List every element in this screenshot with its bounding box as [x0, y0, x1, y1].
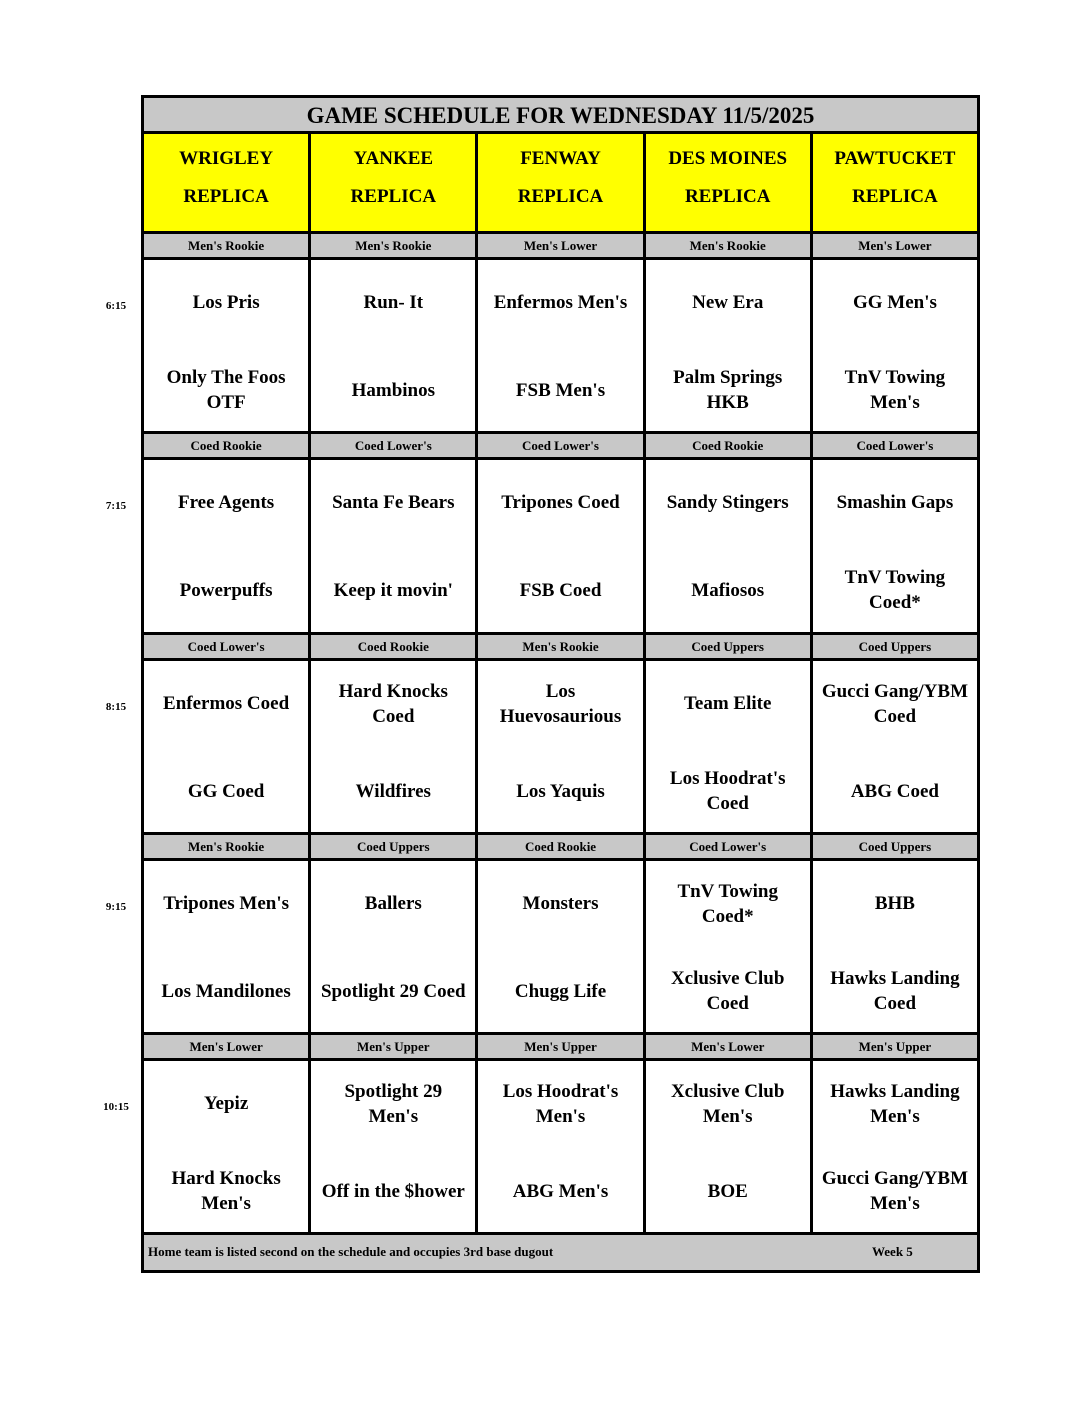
games-row	[144, 661, 977, 835]
away-team: Los Pris	[192, 292, 260, 313]
home-team: Hawks Landing Coed	[830, 968, 960, 1014]
home-team: Los Mandilones	[161, 981, 291, 1002]
division-row	[144, 1035, 977, 1061]
schedule-title: GAME SCHEDULE FOR WEDNESDAY 11/5/2025	[144, 98, 977, 134]
division-label: Coed Lower's	[478, 434, 645, 457]
matchup-cell	[144, 460, 311, 632]
home-team-note: Home team is listed second on the schedule and occupies 3rd base dugout	[148, 1244, 554, 1259]
division-label: Men's Lower	[858, 238, 932, 253]
division-label: Coed Lower's	[646, 835, 813, 858]
division-label: Coed Lower's	[311, 434, 478, 457]
away-team: New Era	[692, 292, 764, 313]
home-team: ABG Men's	[512, 1181, 609, 1202]
matchup-cell	[478, 1061, 645, 1232]
division-label: Coed Rookie	[144, 434, 311, 457]
venue-name: FENWAY	[520, 148, 601, 169]
time-label: 7:15	[105, 500, 127, 512]
time-label: 8:15	[105, 701, 127, 713]
venue-name: WRIGLEY	[179, 148, 274, 169]
home-team: BOE	[707, 1181, 748, 1202]
home-team: Hard Knocks Men's	[171, 1168, 281, 1214]
away-team: Spotlight 29 Men's	[344, 1081, 443, 1127]
schedule-footer	[144, 1235, 977, 1270]
matchup-cell	[646, 1061, 813, 1232]
division-label: Men's Rookie	[311, 234, 478, 257]
home-team: Wildfires	[355, 781, 431, 802]
division-label: Coed Rookie	[478, 835, 645, 858]
matchup-cell	[478, 460, 645, 632]
venue-header	[144, 134, 311, 231]
division-label: Men's Upper	[311, 1035, 478, 1058]
time-slot-block	[144, 234, 977, 434]
matchup-cell	[311, 661, 478, 832]
home-team: Gucci Gang/YBM Men's	[821, 1168, 969, 1214]
matchup-cell	[813, 661, 977, 832]
matchup-cell	[646, 661, 813, 832]
division-label: Coed Lower's	[856, 438, 934, 453]
games-row	[144, 861, 977, 1035]
matchup-cell	[144, 1061, 311, 1232]
games-row	[144, 1061, 977, 1235]
home-team: Palm Springs HKB	[673, 367, 783, 413]
matchup-cell	[813, 460, 977, 632]
matchup-cell	[646, 460, 813, 632]
matchup-cell	[813, 861, 977, 1032]
away-team: Xclusive Club Men's	[670, 1081, 785, 1127]
away-team: Los Hoodrat's Men's	[502, 1081, 619, 1127]
away-team: Tripones Men's	[163, 893, 289, 914]
home-team: Mafiosos	[691, 580, 765, 601]
games-row	[144, 460, 977, 635]
matchup-cell	[478, 661, 645, 832]
time-label: 6:15	[105, 300, 127, 312]
away-team: TnV Towing Coed*	[677, 881, 778, 927]
away-team: Run- It	[363, 292, 424, 313]
home-team: FSB Men's	[515, 380, 606, 401]
division-label: Men's Rookie	[646, 234, 813, 257]
venue-header-row	[144, 134, 977, 234]
home-team: Only The Foos OTF	[166, 367, 286, 413]
matchup-cell	[646, 260, 813, 431]
away-team: Smashin Gaps	[836, 492, 954, 513]
away-team: Enfermos Men's	[493, 292, 628, 313]
away-team: Los Huevosaurious	[499, 681, 622, 727]
venue-name: DES MOINES	[668, 148, 788, 169]
away-team: Hawks Landing Men's	[830, 1081, 960, 1127]
home-team: Los Hoodrat's Coed	[669, 768, 786, 814]
home-team: TnV Towing Coed*	[844, 567, 946, 613]
schedule-sheet	[141, 95, 980, 1273]
away-team: BHB	[874, 893, 915, 914]
away-team: Gucci Gang/YBM Coed	[821, 681, 969, 727]
home-team: Chugg Life	[514, 981, 607, 1002]
matchup-cell	[311, 1061, 478, 1232]
games-row	[144, 260, 977, 434]
away-team: Hard Knocks Coed	[338, 681, 448, 727]
division-label: Men's Rookie	[144, 835, 311, 858]
division-label: Coed Uppers	[858, 839, 932, 854]
time-slot-block	[144, 635, 977, 835]
away-team: Ballers	[364, 893, 422, 914]
home-team: GG Coed	[187, 781, 265, 802]
matchup-cell	[311, 260, 478, 431]
home-team: TnV Towing Men's	[844, 367, 946, 413]
time-slot-block	[144, 1035, 977, 1235]
division-label: Coed Rookie	[311, 635, 478, 658]
away-team: Free Agents	[177, 492, 275, 513]
matchup-cell	[813, 1061, 977, 1232]
venue-header	[311, 134, 478, 231]
division-label: Men's Lower	[646, 1035, 813, 1058]
matchup-cell	[144, 861, 311, 1032]
division-label: Men's Upper	[858, 1039, 932, 1054]
division-label: Men's Lower	[144, 1035, 311, 1058]
matchup-cell	[478, 260, 645, 431]
matchup-cell	[311, 460, 478, 632]
matchup-cell	[646, 861, 813, 1032]
matchup-cell	[813, 260, 977, 431]
venue-header	[813, 134, 977, 231]
time-slot-block	[144, 434, 977, 635]
home-team: Xclusive Club Coed	[670, 968, 785, 1014]
home-team: FSB Coed	[519, 580, 602, 601]
home-team: Off in the $hower	[321, 1181, 465, 1202]
division-label: Coed Uppers	[646, 635, 813, 658]
home-team: Keep it movin'	[333, 580, 453, 601]
division-label: Men's Rookie	[144, 234, 311, 257]
venue-header	[478, 134, 645, 231]
away-team: Tripones Coed	[501, 492, 620, 513]
away-team: GG Men's	[852, 292, 937, 313]
division-label: Coed Uppers	[858, 639, 932, 654]
venue-header	[646, 134, 813, 231]
division-label: Coed Uppers	[311, 835, 478, 858]
venue-subtitle: REPLICA	[852, 186, 938, 207]
venue-name: YANKEE	[353, 148, 434, 169]
matchup-cell	[144, 260, 311, 431]
away-team: Santa Fe Bears	[332, 492, 455, 513]
away-team: Sandy Stingers	[666, 492, 789, 513]
division-label: Coed Lower's	[144, 635, 311, 658]
home-team: Hambinos	[351, 380, 436, 401]
home-team: ABG Coed	[850, 781, 939, 802]
away-team: Monsters	[522, 893, 599, 914]
matchup-cell	[311, 861, 478, 1032]
matchup-cell	[144, 661, 311, 832]
home-team: Powerpuffs	[179, 580, 273, 601]
division-row	[144, 635, 977, 661]
time-label: 9:15	[105, 901, 127, 913]
week-label: Week 5	[872, 1244, 913, 1259]
venue-subtitle: REPLICA	[183, 186, 269, 207]
division-row	[144, 835, 977, 861]
time-slot-block	[144, 835, 977, 1035]
venue-subtitle: REPLICA	[684, 186, 771, 207]
division-label: Coed Rookie	[646, 434, 813, 457]
division-label: Men's Upper	[478, 1035, 645, 1058]
home-team: Spotlight 29 Coed	[320, 981, 466, 1002]
away-team: Enfermos Coed	[163, 693, 290, 714]
division-row	[144, 234, 977, 260]
venue-subtitle: REPLICA	[350, 186, 437, 207]
home-team: Los Yaquis	[516, 781, 605, 802]
away-team: Team Elite	[683, 693, 772, 714]
venue-subtitle: REPLICA	[517, 186, 604, 207]
matchup-cell	[478, 861, 645, 1032]
division-label: Men's Rookie	[478, 635, 645, 658]
time-label: 10:15	[103, 1101, 129, 1113]
division-row	[144, 434, 977, 460]
venue-name: PAWTUCKET	[834, 148, 956, 169]
division-label: Men's Lower	[478, 234, 645, 257]
away-team: Yepiz	[203, 1093, 249, 1114]
